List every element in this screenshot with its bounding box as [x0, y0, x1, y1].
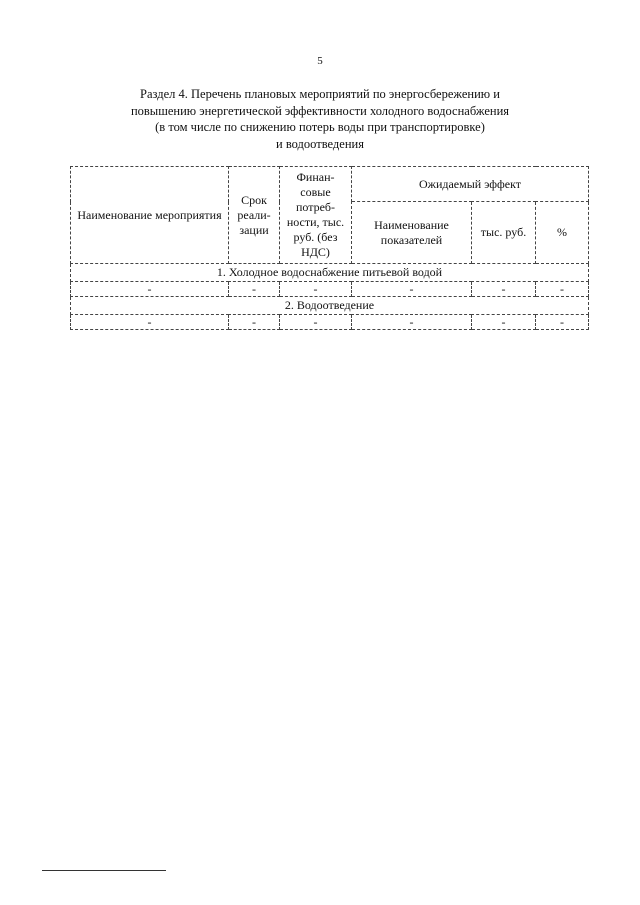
table-cell: - [536, 315, 589, 330]
section-title-line-3: (в том числе по снижению потерь воды при транспортировке) [155, 120, 485, 134]
section-title [80, 86, 560, 152]
header-thousand-rub: тыс. руб. [472, 202, 536, 264]
table-row [71, 282, 589, 297]
section-row [71, 264, 589, 282]
footnote-separator-line [42, 870, 166, 871]
table-cell: - [352, 315, 472, 330]
section-title-wastewater: 2. Водоотведение [71, 297, 589, 315]
table-cell: - [536, 282, 589, 297]
section-title-cold-water: 1. Холодное водоснабжение питьевой водой [71, 264, 589, 282]
header-expected-effect: Ожидаемый эффект [352, 167, 589, 202]
table-cell: - [71, 315, 229, 330]
measures-table [70, 166, 589, 330]
section-row [71, 297, 589, 315]
table-cell: - [472, 282, 536, 297]
table-cell: - [229, 282, 280, 297]
table-row [71, 315, 589, 330]
header-term: Срок реали-зации [229, 167, 280, 264]
section-title-line-2: повышению энергетической эффективности холодного водоснабжения [130, 103, 510, 118]
table-cell: - [352, 282, 472, 297]
header-percent: % [536, 202, 589, 264]
table-cell: - [472, 315, 536, 330]
header-measure-name: Наименование мероприятия [71, 167, 229, 264]
section-title-line-4: и водоотведения [276, 136, 364, 151]
table-cell: - [71, 282, 229, 297]
page-number: 5 [317, 55, 323, 67]
section-title-line-1: Раздел 4. Перечень плановых мероприятий по энергосбережению и [140, 87, 500, 101]
table-cell: - [280, 315, 352, 330]
table-cell: - [280, 282, 352, 297]
table-cell: - [229, 315, 280, 330]
header-indicator-name: Наименование показателей [352, 202, 472, 264]
header-financing: Финан-совые потреб-ности, тыс. руб. (без НДС) [280, 167, 352, 264]
